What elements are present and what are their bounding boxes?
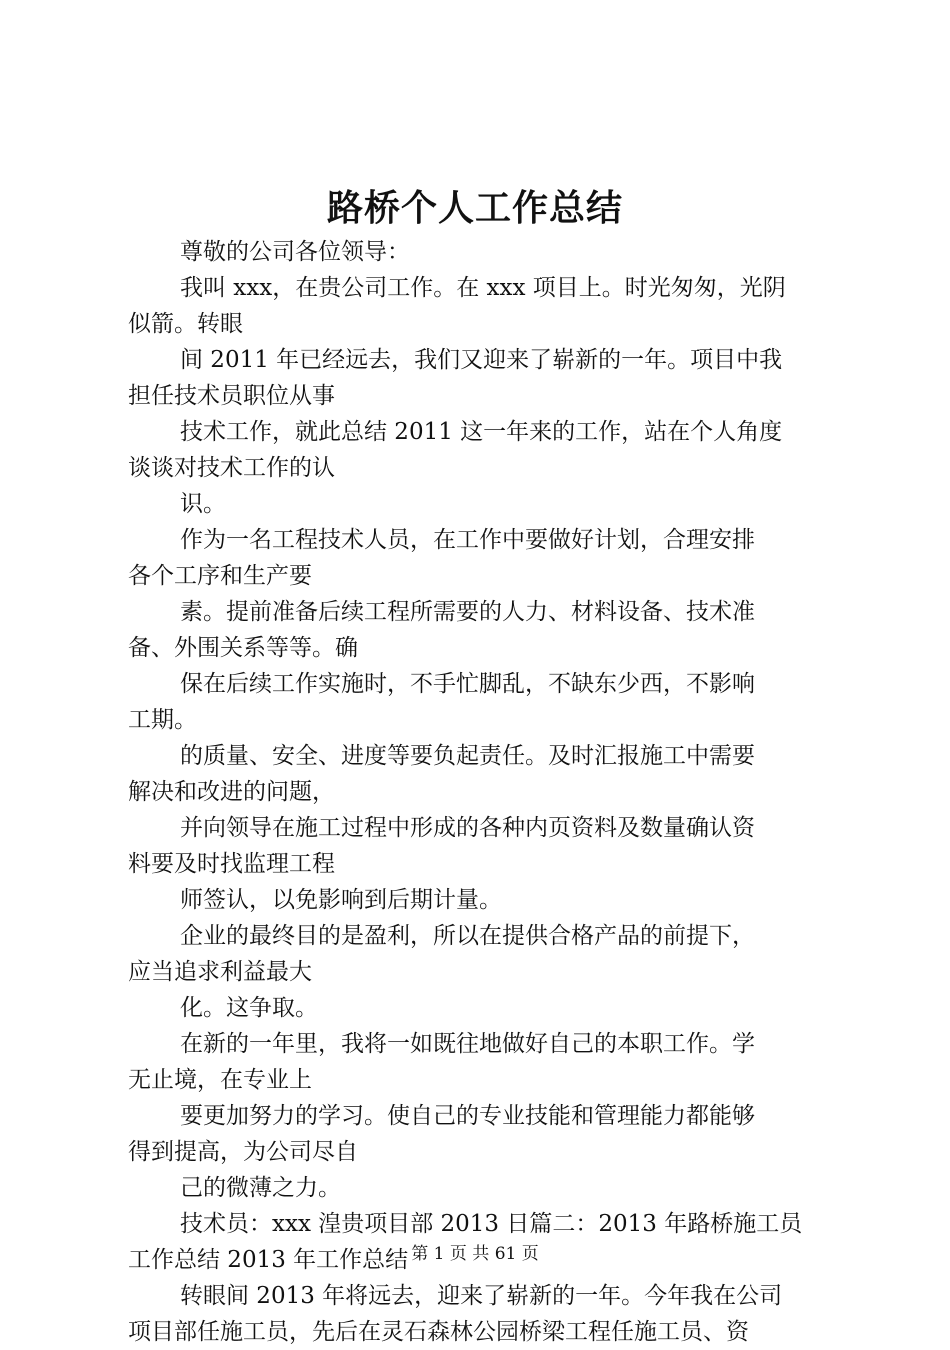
document-title: 路桥个人工作总结 [326, 187, 623, 229]
text-line: 间 2011 年已经远去，我们又迎来了崭新的一年。项目中我 [180, 347, 783, 373]
text-line: 似箭。转眼 [128, 311, 243, 337]
text-line: 技术员：xxx 湟贵项目部 2013 日篇二：2013 年路桥施工员 [180, 1211, 803, 1237]
paragraph [128, 882, 828, 918]
text-line: 得到提高，为公司尽自 [128, 1139, 358, 1165]
text-line: 尊敬的公司各位领导： [180, 239, 410, 265]
paragraph [128, 1206, 828, 1278]
text-line: 己的微薄之力。 [180, 1175, 341, 1201]
paragraph [128, 594, 828, 666]
page-footer: 第 1 页 共 61 页 [411, 1244, 539, 1264]
text-line: 企业的最终目的是盈利，所以在提供合格产品的前提下， [180, 923, 755, 949]
paragraph [128, 1278, 828, 1350]
text-line: 并向领导在施工过程中形成的各种内页资料及数量确认资 [180, 815, 755, 841]
text-line: 保在后续工作实施时，不手忙脚乱，不缺东少西，不影响 [180, 671, 755, 697]
text-line: 无止境，在专业上 [128, 1067, 312, 1093]
text-line: 化。这争取。 [180, 995, 318, 1021]
paragraph [128, 414, 828, 486]
text-line: 的质量、安全、进度等要负起责任。及时汇报施工中需要 [180, 743, 755, 769]
text-line: 备、外围关系等等。确 [128, 635, 358, 661]
text-line: 担任技术员职位从事 [128, 383, 335, 409]
paragraph [128, 234, 828, 270]
paragraph [128, 1170, 828, 1206]
text-line: 技术工作，就此总结 2011 这一年来的工作，站在个人角度 [180, 419, 783, 445]
text-line: 应当追求利益最大 [128, 959, 312, 985]
document-body [128, 234, 828, 1350]
paragraph [128, 1026, 828, 1098]
text-line: 工期。 [128, 707, 197, 733]
paragraph [128, 522, 828, 594]
text-line: 项目部任施工员，先后在灵石森林公园桥梁工程任施工员、资 [128, 1319, 749, 1345]
text-line: 师签认，以免影响到后期计量。 [180, 887, 502, 913]
text-line: 我叫 xxx，在贵公司工作。在 xxx 项目上。时光匆匆，光阴 [180, 275, 786, 301]
paragraph [128, 810, 828, 882]
text-line: 在新的一年里，我将一如既往地做好自己的本职工作。学 [180, 1031, 755, 1057]
paragraph [128, 270, 828, 342]
text-line: 各个工序和生产要 [128, 563, 312, 589]
text-line: 谈谈对技术工作的认 [128, 455, 335, 481]
paragraph [128, 666, 828, 738]
paragraph [128, 342, 828, 414]
paragraph [128, 486, 828, 522]
text-line: 解决和改进的问题， [128, 779, 335, 805]
paragraph [128, 990, 828, 1026]
paragraph [128, 738, 828, 810]
text-line: 识。 [180, 491, 226, 517]
text-line: 素。提前准备后续工程所需要的人力、材料设备、技术准 [180, 599, 755, 625]
paragraph [128, 918, 828, 990]
text-line: 要更加努力的学习。使自己的专业技能和管理能力都能够 [180, 1103, 755, 1129]
text-line: 料要及时找监理工程 [128, 851, 335, 877]
text-line: 作为一名工程技术人员，在工作中要做好计划，合理安排 [180, 527, 755, 553]
text-line: 转眼间 2013 年将远去，迎来了崭新的一年。今年我在公司 [180, 1283, 783, 1309]
text-line: 工作总结 2013 年工作总结 [128, 1247, 409, 1273]
paragraph [128, 1098, 828, 1170]
